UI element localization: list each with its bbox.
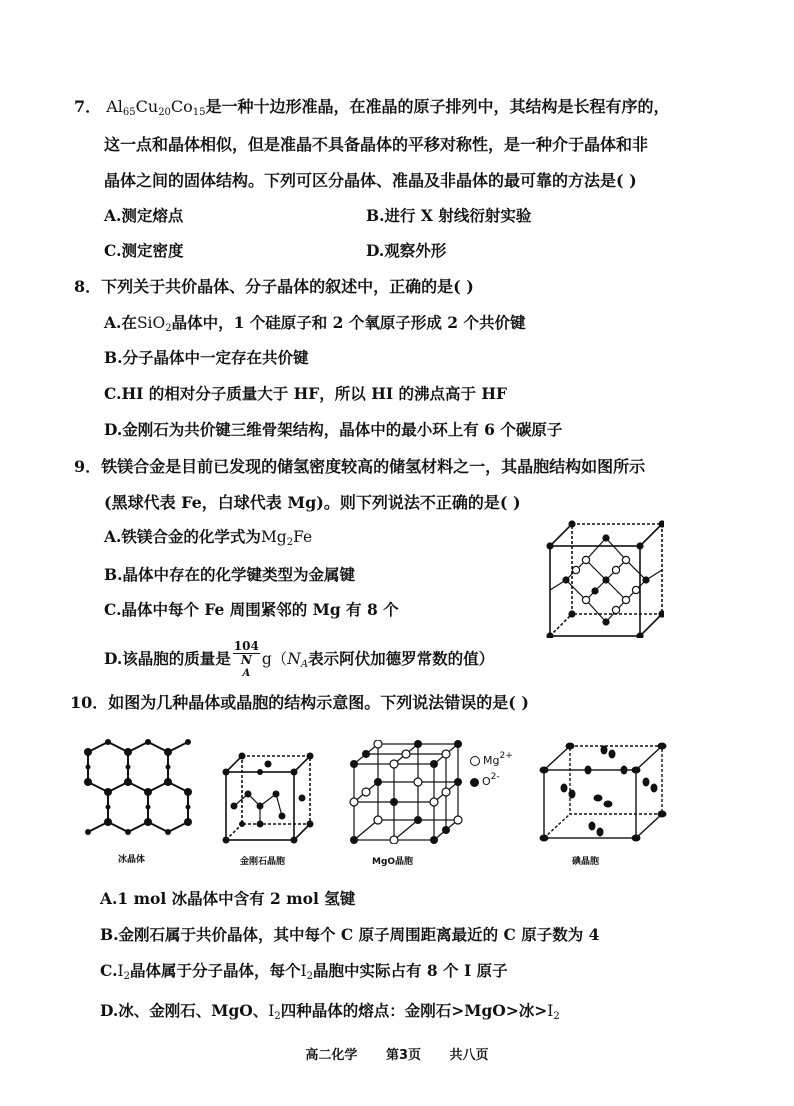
q8-option-d: D.金刚石为共价键三维骨架结构，晶体中的最小环上有 6 个碳原子 xyxy=(104,420,563,439)
q10-stem: 10．如图为几种晶体或晶胞的结构示意图。下列说法错误的是( ) xyxy=(70,693,529,712)
legend-o: $O^{2-}$ xyxy=(470,769,513,790)
caption-ice: 冰晶体 xyxy=(118,855,146,865)
q9-option-d: D.该晶胞的质量是 104 N A $g(N_A$表示阿伏加德罗常数的值） xyxy=(104,639,495,679)
iodine-unit-cell-figure xyxy=(538,740,668,844)
q7-stem-line2: 这一点和晶体相似，但是准晶不具备晶体的平移对称性，是一种介于晶体和非 xyxy=(104,135,649,154)
diamond-unit-cell-figure xyxy=(222,752,314,844)
fe-mg-unit-cell-figure xyxy=(546,520,664,638)
legend-white-dot-icon xyxy=(470,756,480,766)
q7-formula: $Al_{65}Cu_{20}Co_{15}$ xyxy=(106,97,206,118)
footer-total: 共八页 xyxy=(449,1048,489,1063)
legend-mg: $Mg^{2+}$ xyxy=(470,748,513,769)
q10-option-d: D.冰、金刚石、MgO、$I_2$四种晶体的熔点：金刚石>MgO>冰$>I_2$ xyxy=(100,1001,560,1022)
q9-option-c: C.晶体中每个 Fe 周围紧邻的 Mg 有 8 个 xyxy=(104,600,399,619)
q7-stem-line3: 晶体之间的固体结构。下列可区分晶体、准晶及非晶体的最可靠的方法是( ) xyxy=(104,171,637,190)
legend-black-dot-icon xyxy=(470,778,479,787)
caption-iodine: 碘晶胞 xyxy=(572,857,600,867)
q10-option-b: B.金刚石属于共价晶体，其中每个 C 原子周围距离最近的 C 原子数为 4 xyxy=(100,925,600,944)
ice-crystal-figure xyxy=(78,738,198,842)
q8-option-c: C.HI 的相对分子质量大于 HF，所以 HI 的沸点高于 HF xyxy=(104,384,508,403)
q9-option-a: A.铁镁合金的化学式为$Mg_2Fe$ xyxy=(104,527,313,548)
q8-stem: 8．下列关于共价晶体、分子晶体的叙述中，正确的是( ) xyxy=(74,277,474,296)
q9-option-b: B.晶体中存在的化学键类型为金属键 xyxy=(104,565,355,584)
footer-subject: 高二化学 xyxy=(305,1048,358,1063)
q8-option-b: B.分子晶体中一定存在共价键 xyxy=(104,348,309,367)
q10-option-c: $C.I_2$晶体属于分子晶体，每个$I_2$晶胞中实际占有 8 个 I 原子 xyxy=(100,961,508,982)
q7-option-b: B.进行 X 射线衍射实验 xyxy=(366,206,532,225)
q7-option-d: D.观察外形 xyxy=(366,241,447,260)
q9-fraction: 104 N A xyxy=(233,639,259,679)
q9-stem-line2: (黑球代表 Fe，白球代表 Mg)。则下列说法不正确的是( ) xyxy=(104,493,521,512)
q7-option-c: C.测定密度 xyxy=(104,241,184,260)
mgo-unit-cell-figure xyxy=(348,740,468,844)
page-footer xyxy=(0,1044,794,1063)
mgo-legend xyxy=(470,748,513,790)
caption-mgo: MgO晶胞 xyxy=(372,857,414,867)
q8-option-a: A.在SiO$_2$晶体中，1 个硅原子和 2 个氧原子形成 2 个共价键 xyxy=(104,313,526,334)
caption-diamond: 金刚石晶胞 xyxy=(240,857,286,867)
footer-page: 第3页 xyxy=(385,1048,422,1063)
q10-option-a: A.1 mol 冰晶体中含有 2 mol 氢键 xyxy=(100,889,356,908)
q7-option-a: A.测定熔点 xyxy=(104,206,184,225)
q7-stem-line1: 7． $Al_{65}Cu_{20}Co_{15}$是一种十边形准晶，在准晶的原子排列中，其结构是长程有序的， xyxy=(74,97,670,118)
q9-stem-line1: 9．铁镁合金是目前已发现的储氢密度较高的储氢材料之一，其晶胞结构如图所示 xyxy=(74,457,646,476)
